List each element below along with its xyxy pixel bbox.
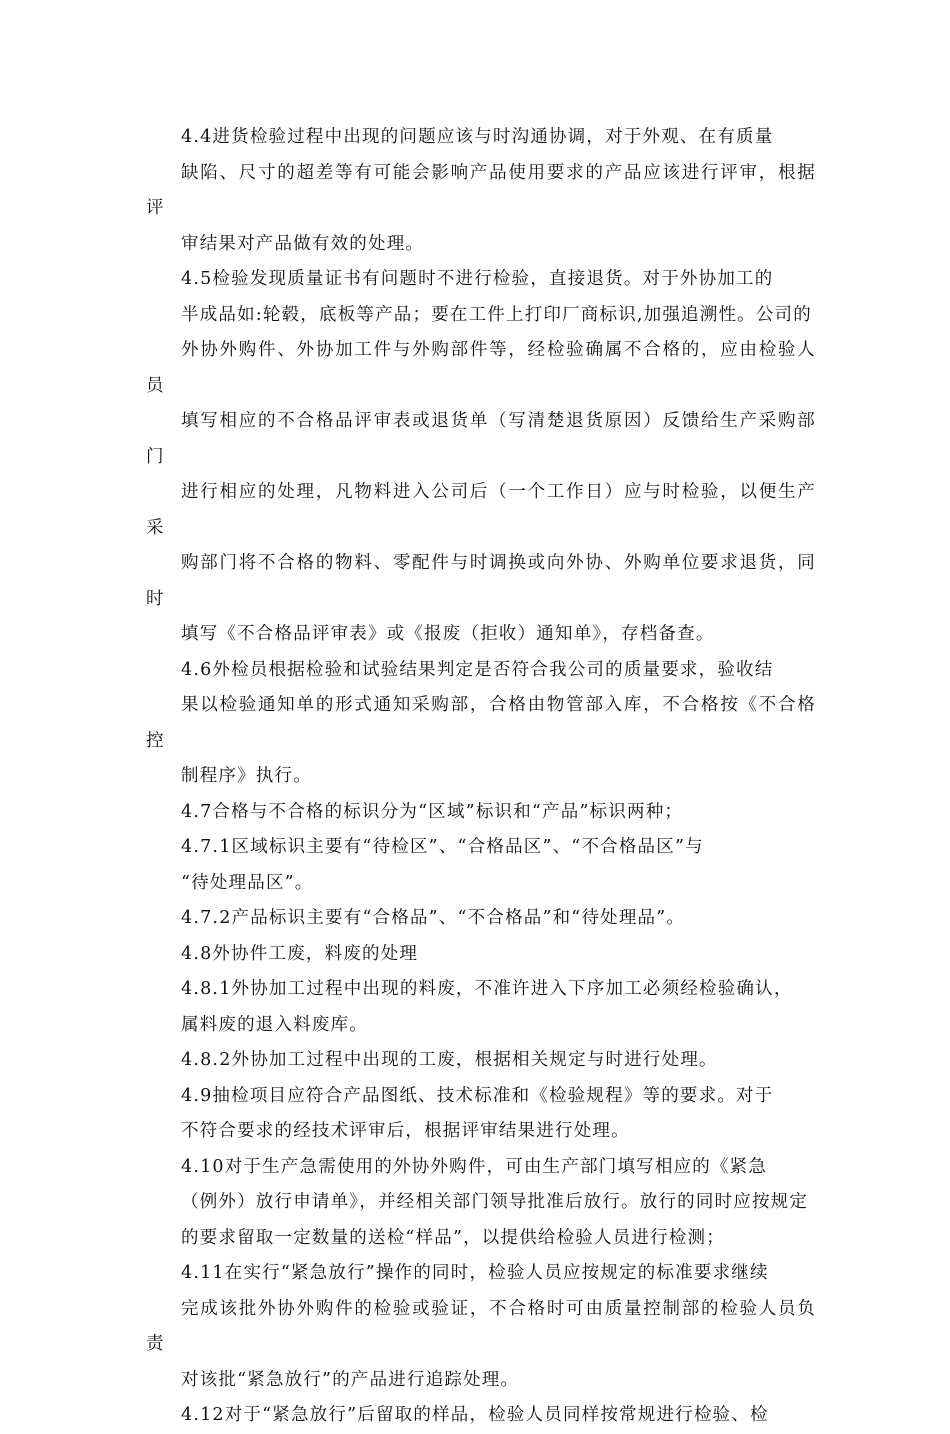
text-line: （例外）放行申请单》，并经相关部门领导批准后放行。放行的同时应按规定 <box>181 1192 809 1212</box>
text-line: 4.7合格与不合格的标识分为“区域”标识和“产品”标识两种； <box>181 801 684 822</box>
text-line: “待处理品区”。 <box>181 872 314 893</box>
text-line: 4.5检验发现质量证书有问题时不进行检验，直接退货。对于外协加工的 <box>181 269 774 289</box>
text-line: 4.4进货检验过程中出现的问题应该与时沟通协调，对于外观、在有质量 <box>181 127 774 147</box>
text-line: 购部门将不合格的物料、零配件与时调换或向外协、外购单位要求退货，同时 <box>146 553 816 609</box>
paragraph-4-12 <box>146 1398 816 1434</box>
text-line: 不符合要求的经技术评审后，根据评审结果进行处理。 <box>181 1121 630 1141</box>
text-line: 半成品如:轮毂，底板等产品；要在工件上打印厂商标识,加强追溯性。公司的 <box>181 304 812 325</box>
text-line: 属料废的退入料废库。 <box>181 1014 368 1035</box>
paragraph-4-7-1 <box>146 830 816 901</box>
paragraph-4-8-2 <box>146 1043 816 1079</box>
text-line: 填写相应的不合格品评审表或退货单（写清楚退货原因）反馈给生产采购部门 <box>146 411 816 467</box>
text-line: 制程序》执行。 <box>181 766 312 786</box>
text-line: 果以检验通知单的形式通知采购部，合格由物管部入库，不合格按《不合格控 <box>146 695 816 751</box>
text-line: 完成该批外协外购件的检验或验证，不合格时可由质量控制部的检验人员负责 <box>146 1298 816 1354</box>
text-line: 进行相应的处理，凡物料进入公司后（一个工作日）应与时检验，以便生产采 <box>146 482 816 538</box>
paragraph-4-7 <box>146 795 816 831</box>
text-line: 4.8外协件工废，料废的处理 <box>181 943 419 964</box>
paragraph-4-8 <box>146 937 816 973</box>
text-line: 缺陷、尺寸的超差等有可能会影响产品使用要求的产品应该进行评审，根据评 <box>146 162 816 218</box>
text-line: 4.12对于“紧急放行”后留取的样品，检验人员同样按常规进行检验、检 <box>181 1405 769 1425</box>
paragraph-4-10 <box>146 1150 816 1257</box>
text-line: 对该批“紧急放行”的产品进行追踪处理。 <box>181 1369 520 1390</box>
paragraph-4-7-2 <box>146 901 816 937</box>
paragraph-4-8-1 <box>146 972 816 1043</box>
document-page <box>146 120 816 1434</box>
text-line: 填写《不合格品评审表》或《报废（拒收）通知单》，存档备查。 <box>181 624 715 644</box>
text-line: 4.10对于生产急需使用的外协外购件，可由生产部门填写相应的《紧急 <box>181 1156 768 1177</box>
text-line: 4.6外检员根据检验和试验结果判定是否符合我公司的质量要求，验收结 <box>181 659 774 680</box>
text-line: 4.8.1外协加工过程中出现的料废，不准许进入下序加工必须经检验确认， <box>181 979 793 999</box>
text-line: 的要求留取一定数量的送检“样品”，以提供给检验人员进行检测； <box>181 1227 725 1248</box>
text-line: 4.9抽检项目应符合产品图纸、技术标准和《检验规程》等的要求。对于 <box>181 1085 774 1106</box>
paragraph-4-6 <box>146 653 816 795</box>
text-line: 4.7.1区域标识主要有“待检区”、“合格品区”、“不合格品区”与 <box>181 837 704 857</box>
paragraph-4-11 <box>146 1256 816 1398</box>
text-line: 审结果对产品做有效的处理。 <box>181 233 425 254</box>
text-line: 4.7.2产品标识主要有“合格品”、“不合格品”和“待处理品”。 <box>181 908 686 928</box>
text-line: 外协外购件、外协加工件与外购部件等，经检验确属不合格的，应由检验人员 <box>146 340 816 396</box>
paragraph-4-9 <box>146 1079 816 1150</box>
paragraph-4-5 <box>146 262 816 653</box>
text-line: 4.8.2外协加工过程中出现的工废，根据相关规定与时进行处理。 <box>181 1050 718 1070</box>
paragraph-4-4 <box>146 120 816 262</box>
text-line: 4.11在实行“紧急放行”操作的同时，检验人员应按规定的标准要求继续 <box>181 1263 769 1283</box>
